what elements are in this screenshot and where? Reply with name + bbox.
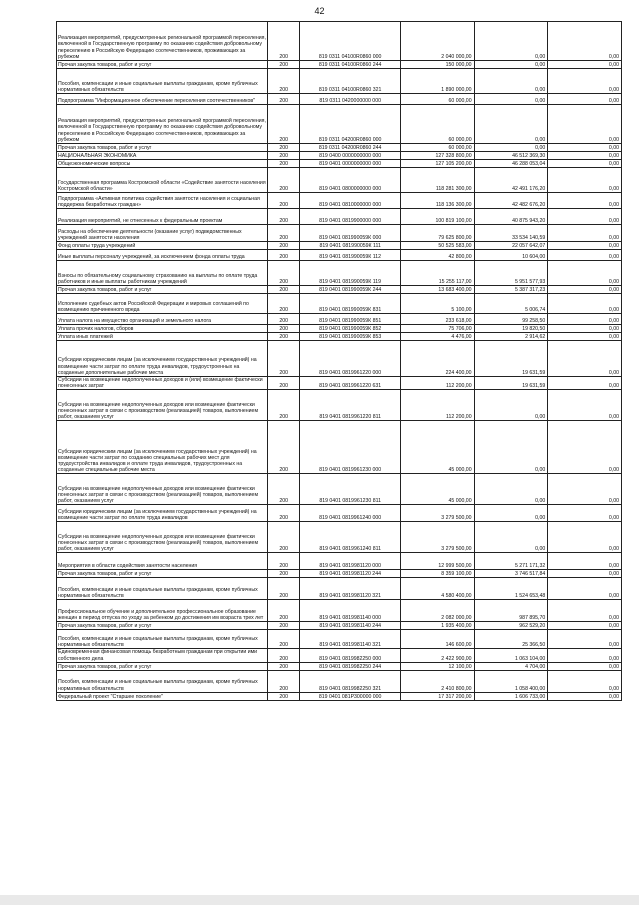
row-unexecuted-amount: 0,00 [548,94,622,105]
row-approved-amount: 8 359 100,00 [400,570,474,578]
table-row [57,193,622,209]
row-unexecuted-amount: 0,00 [548,341,622,377]
row-approved-amount: 146 600,00 [400,630,474,649]
row-approved-amount: 2 422 900,00 [400,649,474,662]
table-row [57,341,622,377]
row-approved-amount: 1 890 000,00 [400,69,474,94]
table-row [57,69,622,94]
row-approved-amount: 13 683 400,00 [400,286,474,294]
row-approved-amount: 3 279 500,00 [400,505,474,522]
row-budget-code: 819 0311 04100R0860 321 [300,69,400,94]
row-name: Субсидии на возмещение недополученных доходов или возмещение фактически понесенных затрат в связи с производством (реализацией) товаров, выполнением работ, оказанием услуг [57,522,268,553]
row-approved-amount: 127 328 800,00 [400,152,474,160]
row-budget-code: 819 0401 081990059К 111 [300,242,400,250]
row-line-code: 200 [268,578,300,600]
row-name: Подпрограмма "Информационное обеспечение переселения соотечественников" [57,94,268,105]
row-name: Прочая закупка товаров, работ и услуг [57,622,268,630]
row-executed-amount: 42 482 676,20 [474,193,548,209]
row-executed-amount: 0,00 [474,505,548,522]
row-name: Уплата прочих налогов, сборов [57,325,268,333]
row-budget-code: 819 0401 0819981140 244 [300,622,400,630]
row-line-code: 200 [268,421,300,474]
row-executed-amount: 19 631,59 [474,341,548,377]
row-budget-code: 819 0401 081990059К 000 [300,225,400,242]
table-row [57,474,622,505]
row-budget-code: 819 0401 081990059К 119 [300,261,400,286]
table-row [57,250,622,261]
row-name: НАЦИОНАЛЬНАЯ ЭКОНОМИКА [57,152,268,160]
row-unexecuted-amount: 0,00 [548,209,622,225]
row-unexecuted-amount: 0,00 [548,225,622,242]
row-name: Прочая закупка товаров, работ и услуг [57,662,268,670]
row-budget-code: 819 0401 0810000000 000 [300,193,400,209]
row-line-code: 200 [268,333,300,341]
row-approved-amount: 4 476,00 [400,333,474,341]
table-row [57,94,622,105]
row-budget-code: 819 0401 0819961240 000 [300,505,400,522]
row-executed-amount: 987 895,70 [474,600,548,622]
row-unexecuted-amount: 0,00 [548,600,622,622]
row-budget-code: 819 0401 0819982250 000 [300,649,400,662]
row-name: Фонд оплаты труда учреждений [57,242,268,250]
row-name: Субсидии на возмещение недополученных доходов и (или) возмещение фактически понесенных затрат [57,377,268,390]
row-approved-amount: 12 100,00 [400,662,474,670]
row-unexecuted-amount: 0,00 [548,578,622,600]
row-budget-code: 819 0401 0819900000 000 [300,209,400,225]
row-budget-code: 819 0401 0000000000 000 [300,160,400,168]
row-name: Государственная программа Костромской области «Содействие занятости населения Костромской области» [57,168,268,193]
row-budget-code: 819 0401 081P300000 000 [300,692,400,700]
row-budget-code: 819 0311 04100R0860 244 [300,61,400,69]
row-name: Субсидии на возмещение недополученных доходов или возмещение фактически понесенных затрат в связи с производством (реализацией) товаров, выполнением работ, оказанием услуг [57,390,268,421]
row-line-code: 200 [268,390,300,421]
row-unexecuted-amount: 0,00 [548,649,622,662]
row-name: Единовременная финансовая помощь безработным гражданам при открытии ими собственного дела [57,649,268,662]
table-row [57,105,622,144]
row-name: Прочая закупка товаров, работ и услуг [57,61,268,69]
row-executed-amount: 3 746 517,84 [474,570,548,578]
page-number: 42 [314,6,325,16]
row-budget-code: 819 0401 081990059К 853 [300,333,400,341]
row-name: Иные выплаты персоналу учреждений, за исключением фонда оплаты труда [57,250,268,261]
row-name: Пособия, компенсации и иные социальные выплаты гражданам, кроме публичных нормативных обязательств [57,578,268,600]
row-approved-amount: 3 279 500,00 [400,522,474,553]
table-row [57,522,622,553]
row-line-code: 200 [268,325,300,333]
row-executed-amount: 5 271 171,32 [474,553,548,570]
row-unexecuted-amount: 0,00 [548,61,622,69]
row-budget-code: 819 0401 0800000000 000 [300,168,400,193]
row-unexecuted-amount: 0,00 [548,421,622,474]
table-row [57,662,622,670]
row-line-code: 200 [268,144,300,152]
row-budget-code: 819 0401 0819961220 631 [300,377,400,390]
row-name: Уплата налога на имущество организаций и земельного налога [57,314,268,325]
row-budget-code: 819 0401 0819981120 244 [300,570,400,578]
row-executed-amount: 0,00 [474,61,548,69]
row-approved-amount: 100 819 100,00 [400,209,474,225]
row-line-code: 200 [268,662,300,670]
row-approved-amount: 60 000,00 [400,94,474,105]
row-line-code: 200 [268,69,300,94]
row-name: Субсидии на возмещение недополученных доходов или возмещение фактически понесенных затрат в связи с производством (реализацией) товаров, выполнением работ, оказанием услуг [57,474,268,505]
row-executed-amount: 0,00 [474,421,548,474]
row-executed-amount: 0,00 [474,144,548,152]
row-name: Реализация мероприятий, предусмотренных региональной программой переселения, включенной в Государственную программу по оказанию содействия добровольному переселению в Российскую Федерацию соотечественников, проживающих за рубежом [57,105,268,144]
row-unexecuted-amount: 0,00 [548,522,622,553]
row-line-code: 200 [268,341,300,377]
table-row [57,600,622,622]
row-name: Уплата иных платежей [57,333,268,341]
table-row [57,670,622,692]
row-executed-amount: 1 606 733,00 [474,692,548,700]
table-row [57,242,622,250]
row-executed-amount: 0,00 [474,105,548,144]
row-unexecuted-amount: 0,00 [548,242,622,250]
row-executed-amount: 0,00 [474,22,548,61]
table-row [57,325,622,333]
row-line-code: 200 [268,505,300,522]
row-executed-amount: 25 366,50 [474,630,548,649]
row-line-code: 200 [268,168,300,193]
row-name: Федеральный проект "Старшее поколение" [57,692,268,700]
table-row [57,160,622,168]
row-name: Субсидии юридическим лицам (за исключением государственных учреждений) на возмещение части затрат по созданию специальных рабочих мест для трудоустройства инвалидов и оплате труда инвалидов, трудоустроенных на созданные специальные рабочие места [57,421,268,474]
row-budget-code: 819 0401 0819961230 811 [300,474,400,505]
row-executed-amount: 0,00 [474,522,548,553]
table-row [57,570,622,578]
row-name: Реализация мероприятий, не отнесенных к федеральным проектам [57,209,268,225]
row-unexecuted-amount: 0,00 [548,377,622,390]
row-approved-amount: 118 281 300,00 [400,168,474,193]
row-approved-amount: 118 136 300,00 [400,193,474,209]
row-budget-code: 819 0311 04200R0860 244 [300,144,400,152]
row-executed-amount: 1 524 653,48 [474,578,548,600]
row-name: Исполнение судебных актов Российской Федерации и мировых соглашений по возмещению причиненного вреда [57,294,268,314]
row-approved-amount: 2 082 000,00 [400,600,474,622]
table-row [57,578,622,600]
table-row [57,692,622,700]
table-row [57,421,622,474]
table-row [57,152,622,160]
row-executed-amount: 1 058 400,00 [474,670,548,692]
row-approved-amount: 60 000,00 [400,105,474,144]
table-row [57,144,622,152]
budget-execution-table [56,21,622,701]
table-row [57,168,622,193]
table-row [57,649,622,662]
table-row [57,261,622,286]
row-budget-code: 819 0401 0819961220 811 [300,390,400,421]
row-approved-amount: 2 040 000,00 [400,22,474,61]
row-budget-code: 819 0401 0819981120 000 [300,553,400,570]
row-unexecuted-amount: 0,00 [548,193,622,209]
row-line-code: 200 [268,160,300,168]
table-row [57,61,622,69]
row-unexecuted-amount: 0,00 [548,250,622,261]
row-budget-code: 819 0401 0819961220 000 [300,341,400,377]
row-unexecuted-amount: 0,00 [548,286,622,294]
row-budget-code: 819 0311 04200R0860 000 [300,105,400,144]
row-name: Взносы по обязательному социальному страхованию на выплаты по оплате труда работников и иные выплаты работникам учреждений [57,261,268,286]
row-line-code: 200 [268,250,300,261]
row-approved-amount: 15 255 117,00 [400,261,474,286]
row-unexecuted-amount: 0,00 [548,160,622,168]
row-budget-code: 819 0401 081990059К 831 [300,294,400,314]
row-budget-code: 819 0401 081990059К 244 [300,286,400,294]
row-approved-amount: 112 200,00 [400,390,474,421]
row-executed-amount: 46 288 053,04 [474,160,548,168]
row-line-code: 200 [268,670,300,692]
row-name: Прочая закупка товаров, работ и услуг [57,570,268,578]
row-name: Пособия, компенсации и иные социальные выплаты гражданам, кроме публичных нормативных обязательств [57,630,268,649]
row-line-code: 200 [268,94,300,105]
row-name: Прочая закупка товаров, работ и услуг [57,286,268,294]
row-name: Общеэкономические вопросы [57,160,268,168]
row-name: Пособия, компенсации и иные социальные выплаты гражданам, кроме публичных нормативных обязательств [57,670,268,692]
row-executed-amount: 22 057 642,07 [474,242,548,250]
row-unexecuted-amount: 0,00 [548,152,622,160]
row-line-code: 200 [268,193,300,209]
table-row [57,22,622,61]
row-approved-amount: 127 105 200,00 [400,160,474,168]
row-executed-amount: 4 704,00 [474,662,548,670]
row-approved-amount: 1 935 400,00 [400,622,474,630]
row-unexecuted-amount: 0,00 [548,662,622,670]
table-row [57,294,622,314]
row-unexecuted-amount: 0,00 [548,168,622,193]
row-line-code: 200 [268,377,300,390]
row-budget-code: 819 0401 0819961230 000 [300,421,400,474]
row-executed-amount: 46 512 369,30 [474,152,548,160]
row-approved-amount: 12 999 500,00 [400,553,474,570]
row-name: Пособия, компенсации и иные социальные выплаты гражданам, кроме публичных нормативных обязательств [57,69,268,94]
row-line-code: 200 [268,314,300,325]
row-approved-amount: 233 618,00 [400,314,474,325]
row-executed-amount: 33 534 140,59 [474,225,548,242]
row-executed-amount: 2 914,62 [474,333,548,341]
row-unexecuted-amount: 0,00 [548,22,622,61]
row-line-code: 200 [268,630,300,649]
row-unexecuted-amount: 0,00 [548,670,622,692]
row-budget-code: 819 0311 0420000000 000 [300,94,400,105]
table-row [57,622,622,630]
row-budget-code: 819 0401 081990059К 852 [300,325,400,333]
row-executed-amount: 5 387 317,23 [474,286,548,294]
row-executed-amount: 1 063 104,00 [474,649,548,662]
row-unexecuted-amount: 0,00 [548,294,622,314]
row-line-code: 200 [268,553,300,570]
row-approved-amount: 150 000,00 [400,61,474,69]
row-unexecuted-amount: 0,00 [548,314,622,325]
row-executed-amount: 962 529,20 [474,622,548,630]
table-row [57,630,622,649]
row-unexecuted-amount: 0,00 [548,570,622,578]
row-approved-amount: 224 400,00 [400,341,474,377]
row-budget-code: 819 0401 0819981120 321 [300,578,400,600]
row-unexecuted-amount: 0,00 [548,261,622,286]
row-approved-amount: 2 410 800,00 [400,670,474,692]
row-line-code: 200 [268,61,300,69]
row-unexecuted-amount: 0,00 [548,105,622,144]
row-line-code: 200 [268,294,300,314]
row-approved-amount: 75 706,00 [400,325,474,333]
row-name: Мероприятия в области содействия занятости населения [57,553,268,570]
row-unexecuted-amount: 0,00 [548,474,622,505]
row-line-code: 200 [268,22,300,61]
row-executed-amount: 0,00 [474,390,548,421]
row-budget-code: 819 0401 0819982250 244 [300,662,400,670]
row-line-code: 200 [268,152,300,160]
row-unexecuted-amount: 0,00 [548,692,622,700]
table-row [57,390,622,421]
row-unexecuted-amount: 0,00 [548,69,622,94]
row-name: Прочая закупка товаров, работ и услуг [57,144,268,152]
row-line-code: 200 [268,522,300,553]
row-name: Профессиональное обучение и дополнительное профессиональное образование женщин в период отпуска по уходу за ребенком до достижения им возраста трех лет [57,600,268,622]
row-unexecuted-amount: 0,00 [548,630,622,649]
row-line-code: 200 [268,209,300,225]
row-name: Субсидии юридическим лицам (за исключением государственных учреждений) на возмещение части затрат по оплате труда инвалидов, трудоустроенных на созданные дополнительные рабочие места [57,341,268,377]
row-name: Субсидии юридическим лицам (за исключением государственных учреждений) на возмещение части затрат по оплате труда инвалидов [57,505,268,522]
row-budget-code: 819 0401 081990059К 112 [300,250,400,261]
row-budget-code: 819 0400 0000000000 000 [300,152,400,160]
row-executed-amount: 5 006,74 [474,294,548,314]
row-unexecuted-amount: 0,00 [548,622,622,630]
row-unexecuted-amount: 0,00 [548,390,622,421]
row-line-code: 200 [268,225,300,242]
row-budget-code: 819 0401 0819982250 321 [300,670,400,692]
row-approved-amount: 79 625 800,00 [400,225,474,242]
row-executed-amount: 0,00 [474,94,548,105]
row-approved-amount: 5 100,00 [400,294,474,314]
row-line-code: 200 [268,570,300,578]
row-budget-code: 819 0401 081990059К 851 [300,314,400,325]
viewer-bottom-bar [0,895,639,905]
row-name: Расходы на обеспечение деятельности (оказание услуг) подведомственных учреждений занятости населения [57,225,268,242]
row-approved-amount: 50 525 583,00 [400,242,474,250]
row-executed-amount: 99 258,50 [474,314,548,325]
row-approved-amount: 45 000,00 [400,474,474,505]
row-executed-amount: 19 631,59 [474,377,548,390]
row-approved-amount: 45 000,00 [400,421,474,474]
row-unexecuted-amount: 0,00 [548,333,622,341]
row-line-code: 200 [268,622,300,630]
row-approved-amount: 4 580 400,00 [400,578,474,600]
row-executed-amount: 42 491 176,20 [474,168,548,193]
row-unexecuted-amount: 0,00 [548,553,622,570]
row-name: Подпрограмма «Активная политика содействия занятости населения и социальная поддержка безработных граждан» [57,193,268,209]
row-line-code: 200 [268,261,300,286]
table-row [57,505,622,522]
row-budget-code: 819 0401 0819961240 811 [300,522,400,553]
row-line-code: 200 [268,242,300,250]
table-row [57,377,622,390]
table-row [57,286,622,294]
row-line-code: 200 [268,286,300,294]
table-row [57,225,622,242]
row-line-code: 200 [268,105,300,144]
row-line-code: 200 [268,649,300,662]
row-line-code: 200 [268,600,300,622]
row-line-code: 200 [268,692,300,700]
row-approved-amount: 60 000,00 [400,144,474,152]
row-executed-amount: 40 875 943,20 [474,209,548,225]
table-row [57,553,622,570]
table-row [57,209,622,225]
row-executed-amount: 19 820,50 [474,325,548,333]
row-unexecuted-amount: 0,00 [548,144,622,152]
row-approved-amount: 17 317 200,00 [400,692,474,700]
row-executed-amount: 0,00 [474,474,548,505]
row-approved-amount: 112 200,00 [400,377,474,390]
row-budget-code: 819 0401 0819981140 321 [300,630,400,649]
table-row [57,333,622,341]
table-row [57,314,622,325]
row-unexecuted-amount: 0,00 [548,505,622,522]
row-executed-amount: 5 951 577,93 [474,261,548,286]
row-executed-amount: 0,00 [474,69,548,94]
row-unexecuted-amount: 0,00 [548,325,622,333]
row-budget-code: 819 0311 04100R0860 000 [300,22,400,61]
row-executed-amount: 10 604,00 [474,250,548,261]
row-name: Реализация мероприятий, предусмотренных региональной программой переселения, включенной в Государственную программу по оказанию содействия добровольному переселению в Российскую Федерацию соотечественников, проживающих за рубежом [57,22,268,61]
row-approved-amount: 42 800,00 [400,250,474,261]
row-line-code: 200 [268,474,300,505]
row-budget-code: 819 0401 0819981140 000 [300,600,400,622]
